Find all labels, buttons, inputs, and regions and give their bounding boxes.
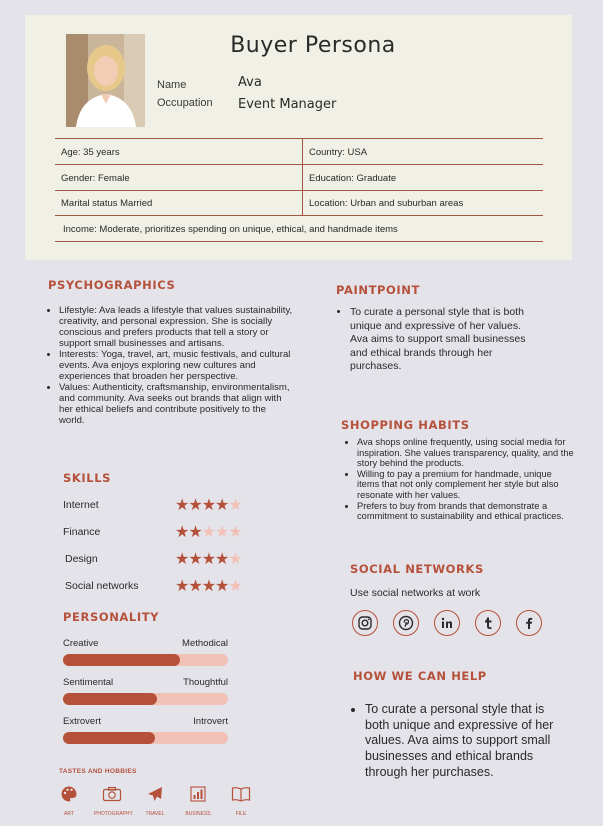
trait-right: Introvert bbox=[193, 716, 228, 727]
trait-bar bbox=[63, 693, 228, 705]
skill-rating bbox=[175, 576, 242, 596]
hobby-item bbox=[180, 785, 216, 817]
profile-photo bbox=[66, 34, 145, 127]
skill-name: Design bbox=[65, 553, 98, 565]
star-icon: ★ bbox=[201, 497, 216, 514]
trait-bar bbox=[63, 732, 228, 744]
shopping-habits-title: SHOPPING HABITS bbox=[341, 418, 470, 432]
star-icon: ★ bbox=[201, 578, 216, 595]
name-label: Name bbox=[157, 79, 187, 91]
facebook-icon[interactable] bbox=[516, 610, 542, 636]
list-item: • Willing to pay a premium for handmade, unique items that not only complement her style but also resonate with her values. bbox=[357, 469, 576, 501]
star-icon: ★ bbox=[215, 524, 229, 541]
book-icon bbox=[231, 785, 251, 803]
hobby-label: PHOTOGRAPHY bbox=[94, 811, 133, 817]
skill-rating bbox=[175, 522, 242, 542]
hobby-item bbox=[94, 785, 133, 817]
star-icon: ★ bbox=[228, 551, 242, 568]
marital-cell: Marital status Married bbox=[61, 198, 153, 209]
skill-name: Finance bbox=[63, 526, 101, 538]
personality-title: PERSONALITY bbox=[63, 610, 160, 624]
star-icon: ★ bbox=[188, 578, 202, 595]
trait-right: Thoughtful bbox=[183, 677, 228, 688]
hobby-label: FILE bbox=[235, 811, 247, 817]
paintpoint-list bbox=[339, 306, 539, 374]
tumblr-icon[interactable] bbox=[475, 610, 501, 636]
list-item: • Values: Authenticity, craftsmanship, environmentalism, and community. Ava seeks out brands that align with her ethical beliefs and contribute positively to the world. bbox=[59, 382, 293, 426]
psychographics-title: PSYCHOGRAPHICS bbox=[48, 278, 176, 292]
trait-bar-fill bbox=[63, 693, 157, 705]
trait-bar-fill bbox=[63, 654, 180, 666]
paintpoint-title: PAINTPOINT bbox=[336, 283, 420, 297]
name-value: Ava bbox=[238, 75, 262, 90]
star-icon: ★ bbox=[228, 578, 242, 595]
hobby-label: BUSINESS bbox=[185, 811, 211, 817]
star-icon: ★ bbox=[215, 497, 229, 514]
how-we-can-help-list bbox=[353, 702, 568, 781]
star-icon: ★ bbox=[215, 578, 229, 595]
trait-left: Creative bbox=[63, 638, 99, 649]
hobby-item bbox=[223, 785, 259, 817]
skills-title: SKILLS bbox=[63, 471, 112, 485]
trait-left: Sentimental bbox=[63, 677, 114, 688]
hobbies-list bbox=[51, 785, 271, 817]
pinterest-icon[interactable] bbox=[393, 610, 419, 636]
trait-bar bbox=[63, 654, 228, 666]
star-icon: ★ bbox=[188, 524, 202, 541]
shopping-habits-list bbox=[346, 437, 576, 522]
list-item: • Prefers to buy from brands that demonstrate a commitment to sustainability and ethical practices. bbox=[357, 501, 576, 522]
list-item: • Ava shops online frequently, using social media for inspiration. She values transparency, quality, and the story behind the products. bbox=[357, 437, 576, 469]
star-icon: ★ bbox=[201, 524, 216, 541]
skill-name: Internet bbox=[63, 499, 99, 511]
hobby-label: ART bbox=[64, 811, 74, 817]
trait-bar-fill bbox=[63, 732, 155, 744]
education-cell: Education: Graduate bbox=[309, 173, 397, 184]
social-networks-text: Use social networks at work bbox=[350, 587, 481, 599]
star-icon: ★ bbox=[188, 497, 202, 514]
list-item: • Interests: Yoga, travel, art, music festivals, and cultural events. Ava enjoys exploring new cultures and experiences that broaden her perspective. bbox=[59, 349, 293, 382]
trait-right: Methodical bbox=[182, 638, 228, 649]
airplane-icon bbox=[146, 785, 164, 803]
star-icon: ★ bbox=[175, 578, 189, 595]
hobby-item bbox=[51, 785, 87, 817]
hobbies-title: TASTES AND HOBBIES bbox=[59, 768, 137, 775]
star-icon: ★ bbox=[175, 497, 189, 514]
age-cell: Age: 35 years bbox=[61, 147, 120, 158]
list-item: • Lifestyle: Ava leads a lifestyle that values sustainability, creativity, and personal expression. She is socially conscious and prefers products that tell a story or support small businesses and artisans. bbox=[59, 305, 293, 349]
social-icons bbox=[352, 610, 542, 636]
star-icon: ★ bbox=[215, 551, 229, 568]
list-item: • To curate a personal style that is both unique and expressive of her values. Ava aims to support small businesses and ethical brands through her purchases. bbox=[350, 306, 539, 374]
chart-icon bbox=[189, 785, 207, 803]
country-cell: Country: USA bbox=[309, 147, 368, 158]
income-cell: Income: Moderate, prioritizes spending on unique, ethical, and handmade items bbox=[63, 224, 398, 235]
star-icon: ★ bbox=[228, 524, 242, 541]
star-icon: ★ bbox=[228, 497, 242, 514]
linkedin-icon[interactable] bbox=[434, 610, 460, 636]
how-we-can-help-title: HOW WE CAN HELP bbox=[353, 669, 487, 683]
trait-left: Extrovert bbox=[63, 716, 102, 727]
gender-cell: Gender: Female bbox=[61, 173, 130, 184]
star-icon: ★ bbox=[201, 551, 216, 568]
instagram-icon[interactable] bbox=[352, 610, 378, 636]
location-cell: Location: Urban and suburban areas bbox=[309, 198, 464, 209]
skill-rating bbox=[175, 549, 242, 569]
skill-name: Social networks bbox=[65, 580, 139, 592]
occupation-label: Occupation bbox=[157, 97, 213, 109]
palette-icon bbox=[60, 785, 78, 803]
star-icon: ★ bbox=[175, 551, 189, 568]
hobby-item bbox=[137, 785, 173, 817]
list-item: • To curate a personal style that is both unique and expressive of her values. Ava aims to support small businesses and ethical brands through her purchases. bbox=[365, 702, 568, 781]
occupation-value: Event Manager bbox=[238, 97, 337, 112]
page-title: Buyer Persona bbox=[230, 33, 396, 58]
hobby-label: TRAVEL bbox=[145, 811, 165, 817]
skill-rating bbox=[175, 495, 242, 515]
camera-icon bbox=[102, 785, 122, 803]
star-icon: ★ bbox=[188, 551, 202, 568]
star-icon: ★ bbox=[175, 524, 189, 541]
social-networks-title: SOCIAL NETWORKS bbox=[350, 562, 484, 576]
psychographics-list bbox=[48, 305, 293, 426]
